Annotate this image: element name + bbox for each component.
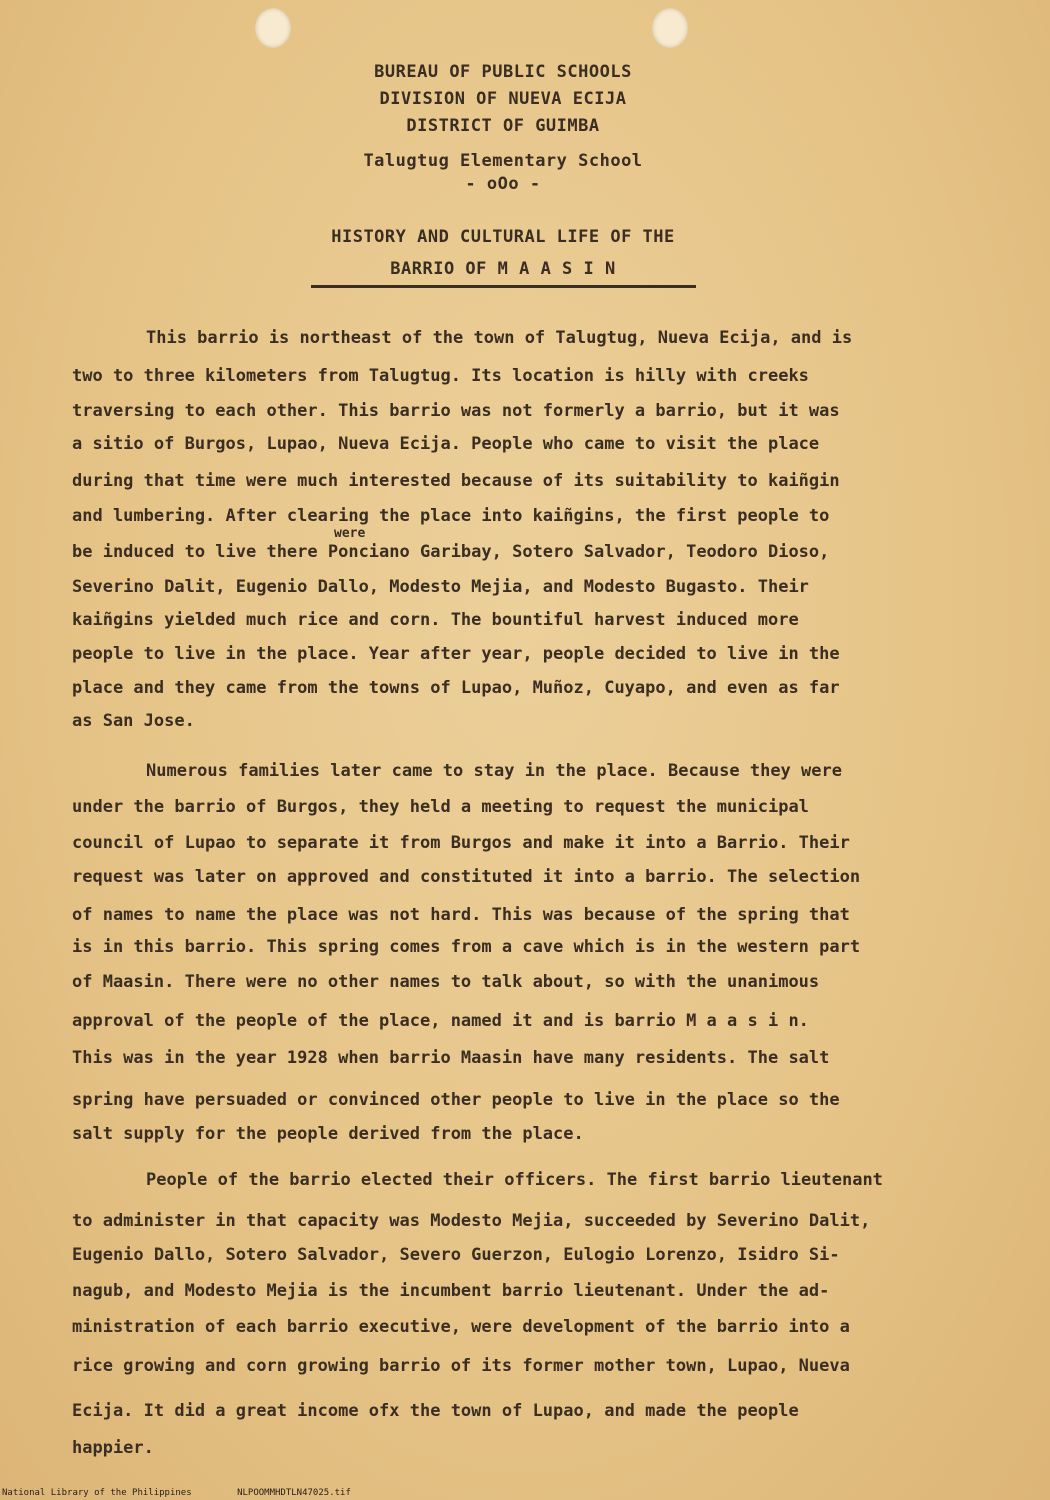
p1-line: be induced to live there Ponciano Garibay, Sotero Salvador, Teodoro Dioso, — [72, 542, 830, 562]
p2-line: request was later on approved and constituted it into a barrio. The selection — [72, 867, 861, 887]
p3-line: ministration of each barrio executive, were development of the barrio into a — [72, 1317, 850, 1337]
p1-line: and lumbering. After clearing the place into kaiñgins, the first people to — [72, 506, 830, 526]
title-underline — [311, 285, 696, 288]
p1-line: as San Jose. — [72, 711, 195, 731]
p2-line: council of Lupao to separate it from Burgos and make it into a Barrio. Their — [72, 833, 850, 853]
punch-hole-left — [255, 8, 291, 48]
p1-line: traversing to each other. This barrio was not formerly a barrio, but it was — [72, 401, 840, 421]
header-district: DISTRICT OF GUIMBA — [406, 116, 600, 136]
p1-line: kaiñgins yielded much rice and corn. The bountiful harvest induced more — [72, 610, 799, 630]
header-division: DIVISION OF NUEVA ECIJA — [379, 89, 627, 109]
p2-line: under the barrio of Burgos, they held a meeting to request the municipal — [72, 797, 809, 817]
p2-line: is in this barrio. This spring comes from a cave which is in the western part — [72, 937, 861, 957]
document-title-line2: BARRIO OF M A A S I N — [390, 259, 616, 279]
p2-line: approval of the people of the place, named it and is barrio M a a s i n. — [72, 1011, 809, 1031]
p1-line: place and they came from the towns of Lupao, Muñoz, Cuyapo, and even as far — [72, 678, 840, 698]
p2-line: spring have persuaded or convinced other people to live in the place so the — [72, 1090, 840, 1110]
header-separator: - oOo - — [465, 174, 541, 194]
p1-line: two to three kilometers from Talugtug. Its location is hilly with creeks — [72, 366, 809, 386]
header-bureau: BUREAU OF PUBLIC SCHOOLS — [374, 62, 632, 82]
p2-line: of Maasin. There were no other names to talk about, so with the unanimous — [72, 972, 820, 992]
scan-footer — [2, 1488, 391, 1498]
p1-line: Severino Dalit, Eugenio Dallo, Modesto Mejia, and Modesto Bugasto. Their — [72, 577, 809, 597]
p3-line: nagub, and Modesto Mejia is the incumbent barrio lieutenant. Under the ad- — [72, 1281, 830, 1301]
punch-hole-right — [652, 8, 688, 48]
p3-line: rice growing and corn growing barrio of its former mother town, Lupao, Nueva — [72, 1356, 850, 1376]
p3-line: happier. — [72, 1438, 154, 1458]
p1-line: during that time were much interested because of its suitability to kaiñgin — [72, 471, 840, 491]
footer-filename: NLPOOMMHDTLN47025.tif — [237, 1488, 351, 1498]
p1-line: people to live in the place. Year after year, people decided to live in the — [72, 644, 840, 664]
p2-line: salt supply for the people derived from the place. — [72, 1124, 584, 1144]
p3-line: Eugenio Dallo, Sotero Salvador, Severo Guerzon, Eulogio Lorenzo, Isidro Si- — [72, 1245, 840, 1265]
document-title-line1: HISTORY AND CULTURAL LIFE OF THE — [331, 227, 675, 247]
p2-line: Numerous families later came to stay in the place. Because they were — [146, 761, 842, 781]
footer-library: National Library of the Philippines — [2, 1488, 192, 1498]
p3-line: to administer in that capacity was Modesto Mejia, succeeded by Severino Dalit, — [72, 1211, 871, 1231]
p2-line: of names to name the place was not hard. This was because of the spring that — [72, 905, 850, 925]
handwritten-insert: were — [334, 526, 366, 541]
p2-line: This was in the year 1928 when barrio Maasin have many residents. The salt — [72, 1048, 830, 1068]
p1-line: a sitio of Burgos, Lupao, Nueva Ecija. People who came to visit the place — [72, 434, 820, 454]
header-school: Talugtug Elementary School — [363, 151, 643, 171]
p1-line: This barrio is northeast of the town of Talugtug, Nueva Ecija, and is — [146, 328, 853, 348]
p3-line: People of the barrio elected their officers. The first barrio lieutenant — [146, 1170, 883, 1190]
p3-line: Ecija. It did a great income ofx the town of Lupao, and made the people — [72, 1401, 799, 1421]
